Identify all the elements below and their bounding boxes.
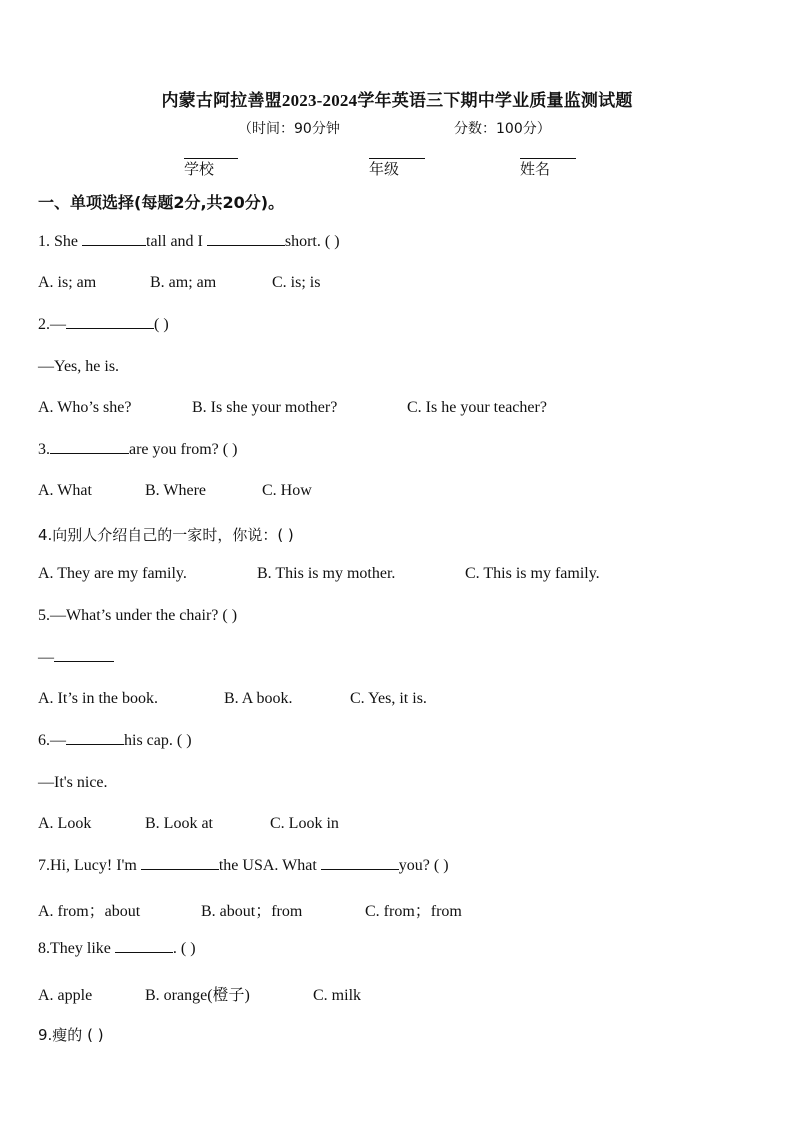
question-1 [38,233,340,251]
q8-text-b: . ( ) [172,940,196,957]
q2-text-a: 2.— [38,316,66,333]
option-c: C. Yes, it is. [350,690,427,707]
option-a: A. from；about [38,903,141,920]
q7-blank-2 [321,869,399,870]
name-blank [520,158,576,159]
option-c: C. Look in [270,815,339,832]
option-b: B. This is my mother. [257,565,396,582]
question-3-options [38,482,312,500]
question-4-options [38,565,600,583]
option-a: A. It’s in the book. [38,690,158,707]
question-9: 9.瘦的 ( ) [38,1026,104,1044]
option-c: C. is; is [272,274,321,291]
question-2-options [38,399,547,417]
question-7 [38,857,449,875]
option-a: A. Who’s she? [38,399,132,416]
question-2-reply: —Yes, he is. [38,358,120,375]
question-3 [38,441,237,459]
option-c: C. milk [313,987,362,1004]
option-b: B. orange(橙子) [145,987,250,1004]
q3-text-a: 3. [38,441,50,458]
q6-text-a: 6.— [38,732,66,749]
grade-blank [369,158,425,159]
q7-text-b: the USA. What [218,857,321,874]
question-4: 4.向别人介绍自己的一家时，你说：( ) [38,526,294,544]
name-label: 姓名 [520,160,551,178]
option-b: B. Is she your mother? [192,399,338,416]
question-2 [38,316,169,334]
q6-blank [66,744,124,745]
q8-text-a: 8.They like [38,940,115,957]
q5-reply-dash: — [38,649,54,666]
question-5: 5.—What’s under the chair? ( ) [38,607,238,624]
q5-blank [54,661,114,662]
option-b: B. Where [145,482,207,499]
question-6-reply: —It's nice. [38,774,108,791]
option-b: B. about；from [201,903,303,920]
q7-blank-1 [141,869,219,870]
option-c: C. Is he your teacher? [407,399,547,416]
question-8 [38,940,196,958]
q1-text-c: short. ( ) [284,233,340,250]
question-6 [38,732,192,750]
option-a: A. is; am [38,274,97,291]
option-a: A. Look [38,815,92,832]
q1-blank-2 [207,245,285,246]
time-limit: （时间：90分钟 [238,121,340,137]
school-label: 学校 [184,160,215,178]
option-a: A. They are my family. [38,565,187,582]
q2-text-b: ( ) [154,316,169,333]
question-5-reply [38,649,114,667]
question-5-options [38,690,427,708]
q1-blank-1 [82,245,146,246]
question-7-options [38,898,462,921]
q8-blank [115,952,173,953]
grade-label: 年级 [369,160,400,178]
option-c: C. How [262,482,312,499]
question-1-options [38,274,320,292]
q7-text-c: you? ( ) [398,857,449,874]
option-c: C. This is my family. [465,565,600,582]
total-score: 分数：100分） [454,121,551,137]
option-c: C. from；from [365,903,462,920]
option-b: B. am; am [150,274,217,291]
option-b: B. Look at [145,815,213,832]
page-title: 内蒙古阿拉善盟2023-2024学年英语三下期中学业质量监测试题 [161,91,633,110]
q3-blank [50,453,129,454]
q1-text-a: 1. She [38,233,82,250]
q6-text-b: his cap. ( ) [124,732,192,749]
q2-blank [66,328,154,329]
q3-text-b: are you from? ( ) [129,441,238,458]
question-6-options [38,815,339,833]
option-a: A. What [38,482,92,499]
section-heading: 一、单项选择(每题2分,共20分)。 [38,193,285,212]
option-a: A. apple [38,987,93,1004]
exam-meta [238,118,551,138]
question-8-options [38,982,361,1005]
school-blank [184,158,238,159]
q1-text-b: tall and I [146,233,207,250]
q7-text-a: 7.Hi, Lucy! I'm [38,857,141,874]
option-b: B. A book. [224,690,293,707]
